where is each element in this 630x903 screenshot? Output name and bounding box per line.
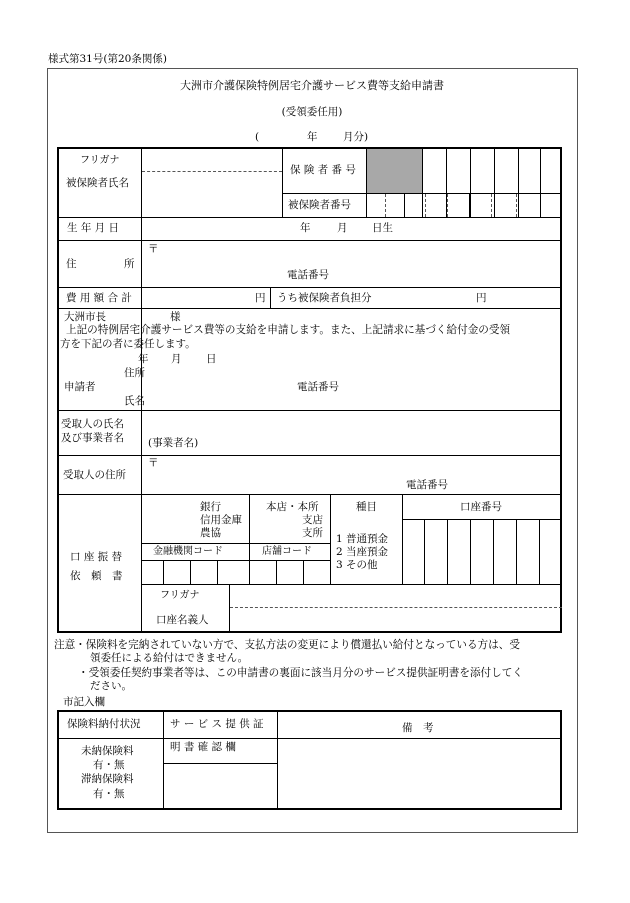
institution-code-label: 金融機関コード [153,546,223,557]
furigana-label: フリガナ [80,155,120,166]
overdue-premium-label: 滞納保険料 [81,773,134,785]
business-name-label: (事業者名) [148,437,199,449]
branch-type-head: 本店・本所 [266,501,319,513]
applicant-phone-label: 電話番号 [297,381,339,393]
insured-number-label: 被保険者番号 [288,199,351,211]
recipient-name-label-1: 受取人の氏名 [61,418,124,430]
account-kind-ordinary: 1 普通預金 [336,533,389,545]
premium-status-label: 保険料納付状況 [67,718,141,730]
request-year: 年 [138,353,149,365]
form-title: 大洲市介護保険特例居宅介護サービス費等支給申請書 [180,79,444,92]
address-phone-label: 電話番号 [287,269,329,281]
note-2-line-1: ・受領委任契約事業者等は、この申請書の裏面に該当月分のサービス提供証明書を添付してく [78,667,523,679]
account-kind-current: 2 当座預金 [336,546,389,558]
note-1-line-2: 領委任による給付はできません。 [90,652,249,664]
period-month: 月分) [343,131,369,143]
address-postal-mark: 〒 [148,243,159,255]
service-proof-label-b: 明 書 確 認 欄 [170,741,236,753]
unpaid-premium-label: 未納保険料 [81,745,134,757]
account-kind-label: 種目 [356,501,377,513]
address-label-b: 所 [124,258,135,270]
mayor-label: 大洲市長 [64,311,106,323]
birth-year-unit: 年 [300,222,311,234]
recipient-address-label: 受取人の住所 [63,469,126,481]
unpaid-premium-yesno: 有・無 [93,759,125,771]
recipient-name-label-2: 及び事業者名 [61,432,124,444]
period-year: 年 [307,131,318,143]
bank-type-shinkin: 信用金庫 [200,514,242,526]
account-number-label: 口座番号 [460,501,502,513]
insurer-number-shaded-cell [367,149,422,193]
recipient-phone-label: 電話番号 [406,479,448,491]
city-entry-label: 市記入欄 [63,696,105,708]
applicant-label: 申請者 [64,381,96,393]
birthdate-label: 生 年 月 日 [67,222,120,234]
birth-month-unit: 月 [337,222,348,234]
cost-yen-1: 円 [255,292,266,304]
period-open: ( [255,131,260,143]
cost-total-label: 費 用 額 合 計 [66,292,132,304]
birth-day-unit: 日生 [372,222,393,234]
note-1-line-1: 注意・保険料を完納されていない方で、支払方法の変更により償還払い給付となっている方は、受 [54,639,520,651]
applicant-name-label: 氏名 [124,395,145,407]
branch-type-branch: 支店 [302,514,323,526]
holder-furigana-label: フリガナ [160,590,200,601]
insured-share-label: うち被保険者負担分 [277,292,372,304]
bank-type-bank: 銀行 [200,501,221,513]
bank-type-nokyo: 農協 [200,527,221,539]
remarks-label: 備 考 [402,722,434,734]
address-label-a: 住 [66,258,77,270]
recipient-postal-mark: 〒 [148,457,159,469]
request-text-line1: 上記の特例居宅介護サービス費等の支給を申請します。また、上記請求に基づく給付金の受領 [66,324,511,336]
bank-transfer-label-1: 口 座 振 替 [70,551,123,563]
form-subtitle: (受領委任用) [281,106,343,118]
account-holder-label: 口座名義人 [156,614,209,626]
insured-name-label: 被保険者氏名 [66,177,129,189]
cost-yen-2: 円 [476,292,487,304]
branch-type-sub: 支所 [302,527,323,539]
request-day: 日 [206,353,217,365]
note-2-line-2: ださい。 [90,680,132,692]
bank-transfer-label-2: 依 頼 書 [70,570,123,582]
request-text-line2: 方を下記の者に委任します。 [60,338,196,350]
form-number: 様式第31号(第20条関係) [48,53,167,65]
branch-code-label: 店舗コード [262,546,312,557]
overdue-premium-yesno: 有・無 [93,788,125,800]
mayor-sama: 様 [170,311,181,323]
service-proof-label-a: サ ー ビ ス 提 供 証 [170,718,264,730]
applicant-address-label: 住所 [124,367,145,379]
request-month: 月 [171,353,182,365]
insurer-number-label: 保 険 者 番 号 [290,164,356,176]
account-kind-other: 3 その他 [336,559,378,571]
